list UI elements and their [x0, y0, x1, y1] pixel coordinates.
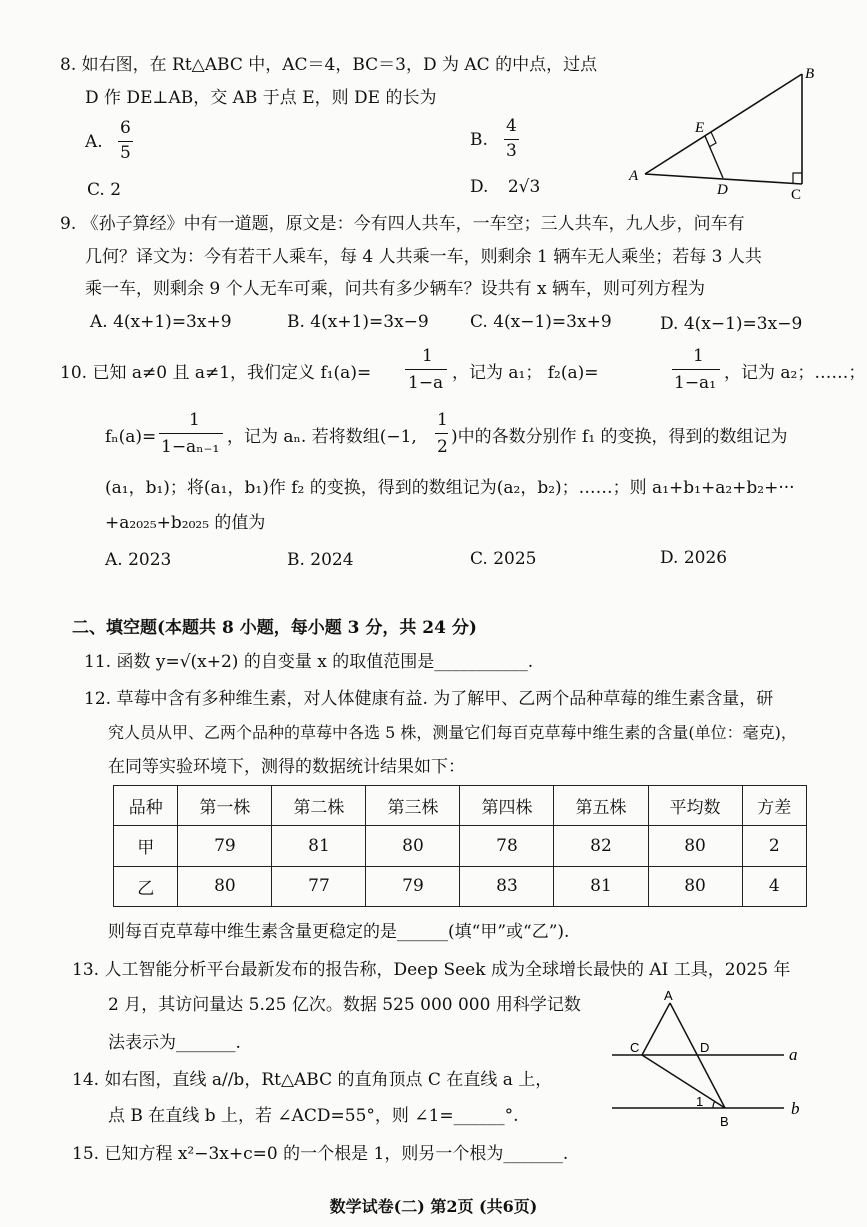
q10-f2-numerator: 1 — [693, 346, 704, 366]
q10-f1-bar — [405, 369, 447, 370]
table-cell: 78 — [460, 826, 554, 866]
q8-option-b-numerator: 4 — [506, 116, 517, 136]
section2-heading: 二、填空题(本题共 8 小题，每小题 3 分，共 24 分) — [72, 618, 477, 638]
table-cell: 82 — [554, 826, 648, 866]
q14-label-angle-1: 1 — [696, 1094, 704, 1109]
table-row — [114, 826, 807, 866]
q10-fn-numerator: 1 — [189, 410, 200, 430]
q12-line1: 12. 草莓中含有多种维生素，对人体健康有益. 为了解甲、乙两个品种草莓的维生素含量，研 — [84, 689, 774, 709]
q10-f2-denominator: 1−a₁ — [674, 373, 717, 393]
table-row — [114, 866, 807, 906]
q8-right-angle-e — [709, 132, 716, 147]
q8-label-c: C — [791, 187, 802, 200]
q8-side-ab — [645, 74, 802, 174]
table-cell: 80 — [178, 866, 272, 906]
q10-line2-b: ，记为 aₙ. 若将数组(−1, — [227, 427, 417, 447]
table-header-cell: 第三株 — [366, 786, 460, 826]
q10-line4: +a₂₀₂₅+b₂₀₂₅ 的值为 — [105, 513, 266, 533]
q10-half-denominator: 2 — [437, 437, 448, 457]
q10-half-numerator: 1 — [437, 410, 448, 430]
q8-line2: D 作 DE⊥AB，交 AB 于点 E，则 DE 的长为 — [85, 88, 437, 108]
q13-line3: 法表示为_______. — [108, 1033, 241, 1053]
q10-option-d: D. 2026 — [660, 548, 728, 568]
q8-option-a-label: A. — [85, 132, 103, 152]
q8-option-d-label: D. — [470, 177, 489, 197]
q8-option-c: C. 2 — [87, 180, 122, 200]
table-header-cell: 平均数 — [648, 786, 742, 826]
q8-line1: 8. 如右图，在 Rt△ABC 中，AC＝4，BC＝3，D 为 AC 的中点，过点 — [60, 55, 598, 75]
q9-option-c: C. 4(x−1)=3x+9 — [470, 312, 612, 332]
q9-line1: 9. 《孙子算经》中有一道题，原文是：今有四人共车，一车空；三人共车，九人步，问车有 — [60, 214, 745, 234]
q9-option-d: D. 4(x−1)=3x−9 — [660, 314, 803, 334]
q8-option-b-denominator: 3 — [506, 141, 517, 161]
q10-fn-denominator: 1−aₙ₋₁ — [161, 437, 220, 457]
q10-line1-c: ，记为 a₂；……； — [724, 363, 866, 383]
page-footer: 数学试卷(二) 第2页 (共6页) — [329, 1197, 538, 1216]
q14-label-line-a: a — [789, 1045, 798, 1064]
table-header-cell: 第四株 — [460, 786, 554, 826]
q10-option-b: B. 2024 — [287, 550, 354, 570]
q14-label-c: C — [630, 1040, 640, 1055]
q10-line2-a: fₙ(a)= — [105, 427, 157, 447]
q10-f1-numerator: 1 — [422, 346, 433, 366]
table-header-cell: 第一株 — [178, 786, 272, 826]
q12-data-table — [113, 785, 807, 907]
q14-label-a-vertex: A — [664, 988, 673, 1003]
table-cell: 80 — [366, 826, 460, 866]
q10-line3: (a₁，b₁)；将(a₁，b₁)作 f₂ 的变换，得到的数组记为(a₂，b₂)；……；则 a₁+b₁+a₂+b₂+··· — [105, 478, 795, 498]
table-cell: 79 — [178, 826, 272, 866]
q12-line3: 在同等实验环境下，测得的数据统计结果如下： — [108, 757, 465, 777]
table-cell: 81 — [554, 866, 648, 906]
q8-label-a: A — [629, 168, 639, 184]
table-header-cell: 方差 — [742, 786, 806, 826]
table-cell: 83 — [460, 866, 554, 906]
q14-side-ca — [642, 1003, 670, 1055]
q8-triangle-figure — [625, 60, 825, 200]
q14-line2: 点 B 在直线 b 上，若 ∠ACD=55°，则 ∠1=______°. — [108, 1106, 519, 1126]
q14-side-cb — [642, 1055, 725, 1108]
q9-option-b: B. 4(x+1)=3x−9 — [287, 312, 429, 332]
q10-option-c: C. 2025 — [470, 549, 537, 569]
table-cell: 77 — [272, 866, 366, 906]
q8-option-a-numerator: 6 — [120, 118, 131, 138]
q8-option-b-label: B. — [470, 130, 488, 150]
table-cell: 79 — [366, 866, 460, 906]
q8-option-a-denominator: 5 — [120, 143, 131, 163]
table-header-row — [114, 786, 807, 826]
table-header-cell: 第五株 — [554, 786, 648, 826]
q14-label-d: D — [700, 1040, 710, 1055]
q8-option-d-value: 2√3 — [507, 177, 541, 197]
q8-label-e: E — [695, 120, 705, 136]
table-cell: 80 — [648, 826, 742, 866]
q10-f2-bar — [672, 369, 720, 370]
q10-line1-b: ，记为 a₁； f₂(a)= — [452, 363, 599, 383]
q8-segment-de — [705, 136, 723, 178]
q10-option-a: A. 2023 — [105, 550, 172, 570]
q14-parallel-lines-figure — [612, 988, 812, 1130]
q9-option-a: A. 4(x+1)=3x+9 — [90, 312, 232, 332]
q10-line1-a: 10. 已知 a≠0 且 a≠1，我们定义 f₁(a)= — [60, 363, 372, 383]
q8-option-a-bar — [118, 141, 133, 142]
q8-right-angle-c — [793, 173, 802, 183]
table-cell: 甲 — [114, 826, 178, 866]
q14-line1: 14. 如右图，直线 a//b，Rt△ABC 的直角顶点 C 在直线 a 上， — [72, 1070, 553, 1090]
q14-label-line-b: b — [791, 1099, 800, 1118]
q13-line2: 2 月，其访问量达 5.25 亿次。数据 525 000 000 用科学记数 — [108, 995, 581, 1015]
table-cell: 81 — [272, 826, 366, 866]
q10-fn-bar — [159, 433, 223, 434]
q10-line2 — [105, 410, 815, 462]
q10-line2-c: )中的各数分别作 f₁ 的变换，得到的数组记为 — [451, 427, 788, 447]
q14-angle-1-arc — [713, 1101, 715, 1108]
table-cell: 80 — [648, 866, 742, 906]
q8-option-d — [470, 177, 540, 197]
q12-line4: 则每百克草莓中维生素含量更稳定的是______(填“甲”或“乙”). — [108, 922, 570, 942]
q8-label-b: B — [805, 66, 815, 82]
table-cell: 乙 — [114, 866, 178, 906]
q11-text: 11. 函数 y=√(x+2) 的自变量 x 的取值范围是___________. — [84, 652, 534, 672]
q8-label-d: D — [717, 182, 728, 198]
table-cell: 2 — [742, 826, 806, 866]
q8-option-b-bar — [504, 139, 519, 140]
q9-line2: 几何？译文为：今有若干人乘车，每 4 人共乘一车，则剩余 1 辆车无人乘坐；若每 3 人共 — [85, 247, 762, 267]
table-header-cell: 品种 — [114, 786, 178, 826]
q14-label-b-vertex: B — [720, 1114, 729, 1129]
q12-line2: 究人员从甲、乙两个品种的草莓中各选 5 株，测量它们每百克草莓中维生素的含量(单位：毫克)， — [108, 723, 797, 742]
q15-text: 15. 已知方程 x²−3x+c=0 的一个根是 1，则另一个根为_______. — [72, 1144, 569, 1164]
table-cell: 4 — [742, 866, 806, 906]
q10-half-bar — [435, 433, 448, 434]
q13-line1: 13. 人工智能分析平台最新发布的报告称，Deep Seek 成为全球增长最快的 AI 工具，2025 年 — [72, 960, 791, 980]
q9-line3: 乘一车，则剩余 9 个人无车可乘，问共有多少辆车？设共有 x 辆车，则可列方程为 — [85, 279, 706, 299]
q10-f1-denominator: 1−a — [408, 373, 444, 393]
table-header-cell: 第二株 — [272, 786, 366, 826]
q10-line1 — [60, 346, 866, 394]
